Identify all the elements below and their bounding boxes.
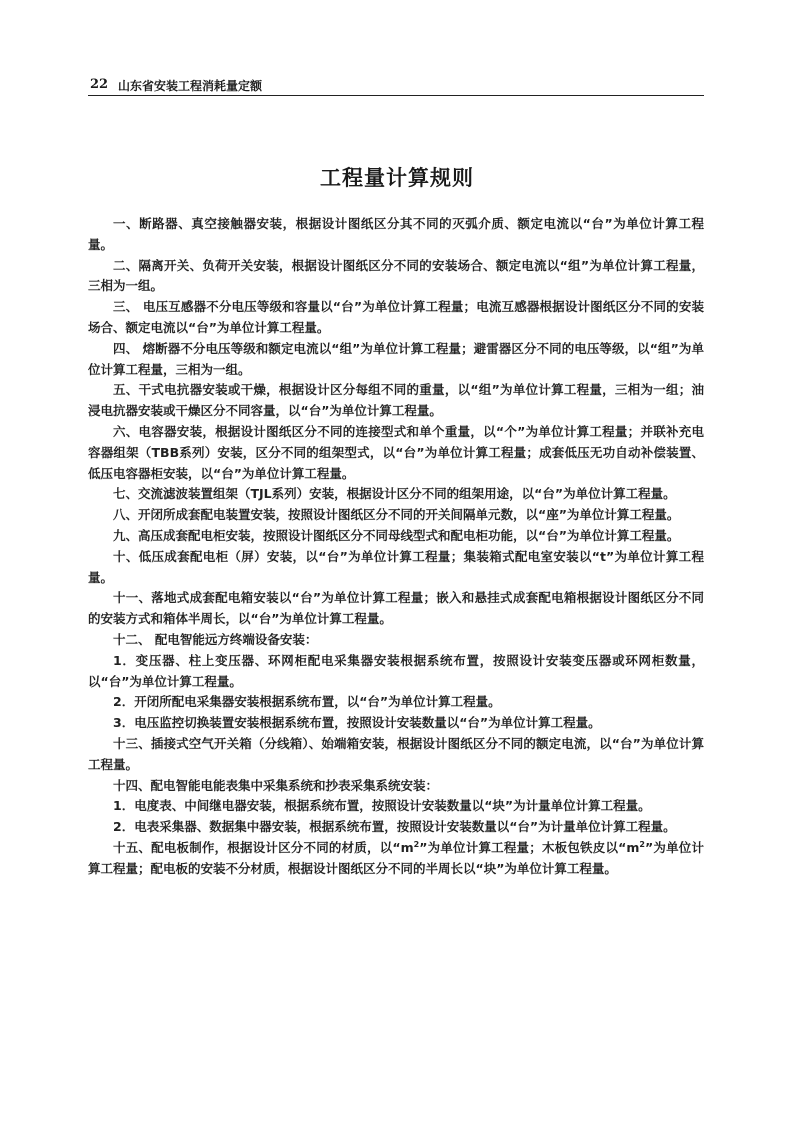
paragraph-last — [88, 838, 704, 880]
paragraph: 一、断路器、真空接触器安装，根据设计图纸区分其不同的灭弧介质、额定电流以“台”为单位计算工程量。 — [88, 216, 704, 252]
list-item: 3．电压监控切换装置安装根据系统布置，按照设计安装数量以“台”为单位计算工程量。 — [113, 715, 601, 731]
list-item: 1．变压器、柱上变压器、环网柜配电采集器安装根据系统布置，按照设计安装变压器或环网柜数量，以“台”为单位计算工程量。 — [88, 652, 704, 689]
superscript: 2 — [413, 839, 420, 849]
paragraph: 八、开闭所成套配电装置安装，按照设计图纸区分不同的开关间隔单元数，以“座”为单位计算工程量。 — [113, 507, 680, 523]
text-segment: ”为单位计算工程量；木板包铁皮以“m — [419, 839, 640, 855]
paragraph: 四、 熔断器不分电压等级和额定电流以“组”为单位计算工程量；避雷器区分不同的电压等级，以“组”为单位计算工程量，三相为一组。 — [88, 340, 704, 377]
section-heading: 十二、 配电智能远方终端设备安装： — [113, 631, 318, 647]
text-segment: 十五、配电板制作，根据设计区分不同的材质，以“m — [113, 839, 414, 855]
superscript: 2 — [639, 839, 645, 849]
running-title: 山东省安装工程消耗量定额 — [118, 79, 263, 93]
running-header — [88, 73, 704, 96]
paragraph: 二、隔离开关、负荷开关安装，根据设计图纸区分不同的安装场合、额定电流以“组”为单位计算工程量，三相为一组。 — [88, 257, 704, 294]
list-item: 2．开闭所配电采集器安装根据系统布置，以“台”为单位计算工程量。 — [113, 694, 501, 710]
document-body — [88, 214, 704, 880]
section-heading: 十四、配电智能电能表集中采集系统和抄表采集系统安装： — [113, 777, 439, 793]
paragraph: 十、低压成套配电柜（屏）安装，以“台”为单位计算工程量；集装箱式配电室安装以“t”为单位计算工程量。 — [88, 548, 704, 585]
paragraph: 三、 电压互感器不分电压等级和容量以“台”为单位计算工程量；电流互感器根据设计图纸区分不同的安装场合、额定电流以“台”为单位计算工程量。 — [88, 299, 704, 335]
page-title: 工程量计算规则 — [320, 166, 474, 190]
list-item: 1．电度表、中间继电器安装，根据系统布置，按照设计安装数量以“块”为计量单位计算工程量。 — [113, 798, 651, 814]
text-segment: ”为单位计算工程量；配电板的安装不分材质，根据设计图纸区分不同的半周长以“块”为单位计算工程量。 — [88, 839, 705, 876]
page-number: 22 — [90, 77, 109, 92]
paragraph: 五、干式电抗器安装或干燥，根据设计区分每组不同的重量，以“组”为单位计算工程量，三相为一组；油浸电抗器安装或干燥区分不同容量，以“台”为单位计算工程量。 — [88, 382, 704, 419]
paragraph: 十一、落地式成套配电箱安装以“台”为单位计算工程量；嵌入和悬挂式成套配电箱根据设计图纸区分不同的安装方式和箱体半周长，以“台”为单位计算工程量。 — [88, 590, 704, 627]
paragraph: 七、交流滤波装置组架（TJL系列）安装，根据设计区分不同的组架用途，以“台”为单位计算工程量。 — [113, 486, 676, 502]
paragraph: 十三、插接式空气开关箱（分线箱）、始端箱安装，根据设计图纸区分不同的额定电流，以“台”为单位计算工程量。 — [88, 735, 704, 772]
list-item: 2．电表采集器、数据集中器安装，根据系统布置，按照设计安装数量以“台”为计量单位计算工程量。 — [113, 819, 676, 835]
paragraph: 九、高压成套配电柜安装，按照设计图纸区分不同母线型式和配电柜功能，以“台”为单位计算工程量。 — [113, 527, 680, 543]
paragraph: 六、电容器安装，根据设计图纸区分不同的连接型式和单个重量，以“个”为单位计算工程量；并联补充电容器组架（TBB系列）安装，区分不同的组架型式，以“台”为单位计算工程量；成套低压无功自动补偿装置、低压电容器柜安装，以“台”为单位计算工程量。 — [88, 423, 704, 481]
